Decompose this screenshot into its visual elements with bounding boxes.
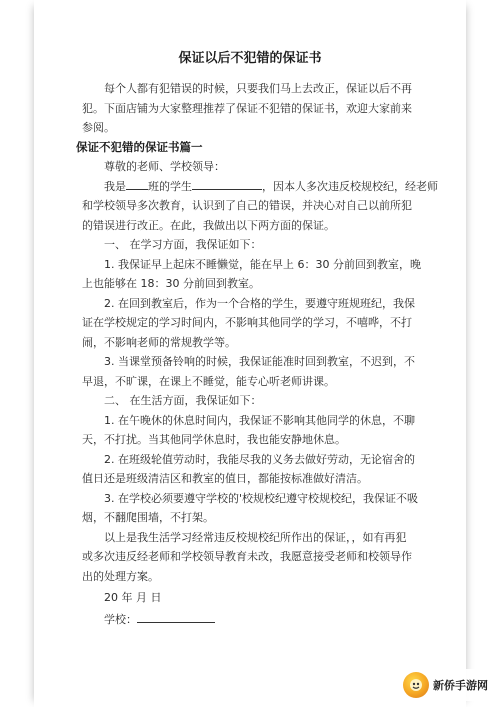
document-page [34, 0, 466, 707]
document-title: 保证以后不犯错的保证书 [178, 51, 322, 66]
watermark-text: 新侨手游网 [433, 679, 488, 692]
life-item-line: 1. 在午晚休的休息时间内，我保证不影响其他同学的休息，不聊 [104, 413, 415, 427]
intro-line: 每个人都有犯错误的时候，只要我们马上去改正，保证以后不再 [104, 82, 412, 95]
signature-blank [137, 610, 215, 623]
study-item-line: 早退，不旷课，在课上不睡觉，能专心听老师讲课。 [82, 374, 335, 388]
study-heading: 一、 在学习方面，我保证如下： [104, 238, 262, 251]
document-body [76, 79, 438, 629]
site-watermark [400, 669, 494, 701]
closing-line: 以上是我生活学习经常违反校规校纪所作出的保证，，如有再犯 [104, 530, 407, 544]
closing-line: 或多次违反经老师和学校领导教育未改，我愿意接受老师和校领导作 [82, 550, 412, 563]
student-intro-before: 我是 [104, 179, 126, 193]
life-item-line: 天，不打扰。当其他同学休息时，我也能安静地休息。 [82, 433, 346, 446]
study-item-line: 3. 当课堂预备铃响的时候，我保证能准时回到教室，不迟到，不 [104, 355, 415, 368]
study-item-line: 上也能够在 18：30 分前回到教室。 [82, 277, 260, 290]
game-logo-icon [403, 672, 429, 698]
intro-line: 参阅。 [82, 121, 115, 134]
student-intro-line [82, 177, 438, 197]
life-heading: 二、 在生活方面，我保证如下： [104, 394, 262, 407]
life-item-line: 2. 在班级轮值劳动时，我能尽我的义务去做好劳动，无论宿舍的 [104, 452, 415, 466]
salutation: 尊敬的老师、学校领导： [104, 160, 225, 173]
school-label: 学校： [104, 612, 137, 626]
school-signature-line [82, 610, 434, 630]
closing-line: 出的处理方案。 [82, 569, 159, 583]
name-blank [192, 177, 262, 190]
study-item-line: 证在学校规定的学习时间内，不影响其他同学的学习，不嘻哗，不打 [82, 316, 412, 329]
life-item-line: 3. 在学校必须要遵守学校的'校规校纪遵守校规校纪，我保证不吸 [104, 491, 419, 505]
study-item-line: 1. 我保证早上起床不睡懒觉，能在早上 6：30 分前回到教室，晚 [104, 257, 421, 271]
body-line: 的错误进行改正。在此，我做出以下两方面的保证。 [82, 218, 335, 232]
life-item-line: 值日还是班级清洁区和教室的值日，都能按标准做好清洁。 [82, 472, 368, 485]
life-item-line: 烟，不翻爬围墙，不打架。 [82, 511, 214, 524]
study-item-line: 2. 在回到教室后，作为一个合格的学生，要遵守班规班纪，我保 [104, 296, 415, 310]
student-intro-mid: 班的学生 [148, 179, 192, 193]
section-heading: 保证不犯错的保证书篇一 [76, 139, 203, 154]
student-intro-after: ，因本人多次违反校规校纪，经老师 [262, 179, 438, 193]
class-blank [126, 177, 148, 190]
study-item-line: 闹，不影响老师的常规教学等。 [82, 335, 236, 349]
body-line: 和学校领导多次教育，认识到了自己的错误，并决心对自己以前所犯 [82, 199, 412, 212]
date-line: 20 年 月 日 [104, 591, 162, 604]
intro-line: 犯。下面店铺为大家整理推荐了保证不犯错的保证书，欢迎大家前来 [82, 101, 412, 115]
